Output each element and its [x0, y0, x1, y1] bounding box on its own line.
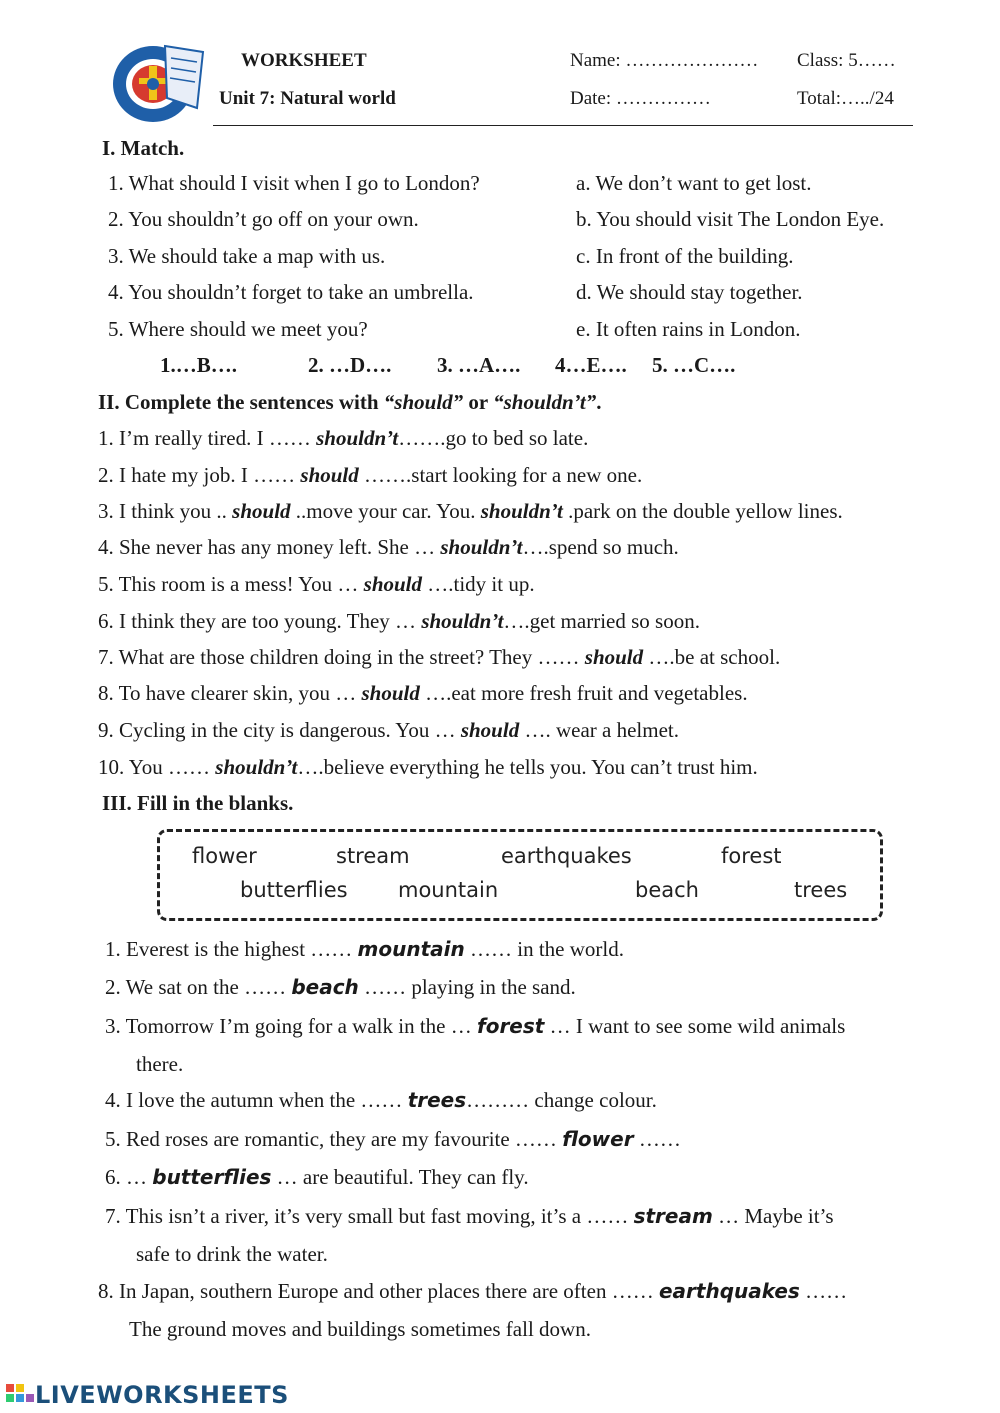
- word-bank-item: forest: [721, 844, 782, 868]
- match-answer[interactable]: 3. …A….: [437, 353, 521, 377]
- match-question: 4. You shouldn’t forget to take an umbrella.: [108, 280, 474, 304]
- sentence-item: 8. To have clearer skin, you … should ….eat more fresh fruit and vegetables.: [98, 681, 748, 705]
- word-bank-item: earthquakes: [501, 844, 632, 868]
- answer-word[interactable]: flower: [562, 1127, 634, 1151]
- word-bank-item: butterflies: [240, 878, 348, 902]
- word-bank-item: mountain: [398, 878, 499, 902]
- answer-word[interactable]: beach: [291, 975, 359, 999]
- match-option: b. You should visit The London Eye.: [576, 207, 885, 231]
- blank-item: 6. … butterflies … are beautiful. They can fly.: [105, 1165, 529, 1189]
- name-field[interactable]: Name: …………………: [570, 50, 759, 71]
- answer-word[interactable]: mountain: [357, 937, 465, 961]
- sentence-item: 9. Cycling in the city is dangerous. You … should …. wear a helmet.: [98, 718, 679, 742]
- section-2-heading: II. Complete the sentences with “should” or “shouldn’t”.: [98, 390, 602, 414]
- blank-item: 1. Everest is the highest …… mountain …… in the world.: [105, 937, 624, 961]
- sentence-item: 2. I hate my job. I …… should …….start looking for a new one.: [98, 463, 643, 487]
- match-option: a. We don’t want to get lost.: [576, 171, 812, 195]
- answer-word[interactable]: should: [361, 681, 420, 705]
- match-answer[interactable]: 2. …D….: [308, 353, 392, 377]
- school-emblem-icon: [107, 38, 207, 126]
- answer-word[interactable]: should: [232, 499, 291, 523]
- blank-item-continuation: safe to drink the water.: [136, 1242, 328, 1266]
- liveworksheets-logo-icon: [5, 1382, 35, 1408]
- match-answer[interactable]: 1.…B….: [160, 353, 238, 377]
- answer-word[interactable]: should: [363, 572, 423, 596]
- answer-word[interactable]: shouldn’t: [421, 609, 504, 633]
- blank-item: 5. Red roses are romantic, they are my favourite …… flower ……: [105, 1127, 681, 1151]
- word-bank-item: trees: [794, 878, 848, 902]
- answer-word[interactable]: should: [300, 463, 359, 487]
- blank-item: 4. I love the autumn when the …… trees……… change colour.: [105, 1088, 657, 1112]
- answer-word[interactable]: shouldn’t: [440, 535, 523, 559]
- blank-item-continuation: there.: [136, 1052, 184, 1076]
- blank-item: 3. Tomorrow I’m going for a walk in the … forest … I want to see some wild animals: [105, 1014, 846, 1038]
- match-option: d. We should stay together.: [576, 280, 803, 304]
- word-bank-item: stream: [336, 844, 410, 868]
- answer-word[interactable]: shouldn’t: [215, 755, 298, 779]
- blank-item-continuation: The ground moves and buildings sometimes fall down.: [129, 1317, 591, 1341]
- section-3-heading: III. Fill in the blanks.: [102, 791, 294, 815]
- answer-word[interactable]: shouldn’t: [480, 499, 563, 523]
- date-field[interactable]: Date: ……………: [570, 88, 711, 109]
- word-bank-item: beach: [635, 878, 699, 902]
- header-divider: [213, 125, 913, 126]
- sentence-item: 1. I’m really tired. I …… shouldn’t…….go to bed so late.: [98, 426, 589, 450]
- answer-word[interactable]: trees: [407, 1088, 467, 1112]
- liveworksheets-brand: [5, 1380, 289, 1410]
- answer-word[interactable]: earthquakes: [658, 1279, 800, 1303]
- match-option: c. In front of the building.: [576, 244, 794, 268]
- match-question: 3. We should take a map with us.: [108, 244, 386, 268]
- worksheet-title: WORKSHEET: [241, 50, 367, 71]
- brand-name: LIVEWORKSHEETS: [35, 1381, 289, 1409]
- word-bank-item: flower: [192, 844, 257, 868]
- answer-word[interactable]: stream: [633, 1204, 713, 1228]
- match-option: e. It often rains in London.: [576, 317, 801, 341]
- answer-word[interactable]: shouldn’t: [316, 426, 399, 450]
- section-1-heading: I. Match.: [102, 136, 185, 160]
- answer-word[interactable]: should: [460, 718, 520, 742]
- blank-item: 8. In Japan, southern Europe and other places there are often …… earthquakes ……: [98, 1279, 848, 1303]
- sentence-item: 7. What are those children doing in the street? They …… should ….be at school.: [98, 645, 781, 669]
- match-answer[interactable]: 4…E….: [555, 353, 627, 377]
- blank-item: 2. We sat on the …… beach …… playing in the sand.: [105, 975, 576, 999]
- unit-title: Unit 7: Natural world: [219, 88, 396, 109]
- total-field: Total:…../24: [797, 88, 894, 109]
- match-question: 5. Where should we meet you?: [108, 317, 368, 341]
- blank-item: 7. This isn’t a river, it’s very small but fast moving, it’s a …… stream … Maybe it’s: [105, 1204, 834, 1228]
- match-question: 2. You shouldn’t go off on your own.: [108, 207, 419, 231]
- match-answer[interactable]: 5. …C….: [652, 353, 736, 377]
- answer-word[interactable]: forest: [477, 1014, 545, 1038]
- sentence-item: 6. I think they are too young. They … shouldn’t….get married so soon.: [98, 609, 700, 633]
- class-field[interactable]: Class: 5……: [797, 50, 896, 71]
- sentence-item: 10. You …… shouldn’t….believe everything he tells you. You can’t trust him.: [98, 755, 758, 779]
- sentence-item: 5. This room is a mess! You … should ….tidy it up.: [98, 572, 535, 596]
- match-question: 1. What should I visit when I go to London?: [108, 171, 480, 195]
- word-bank-box: [157, 829, 883, 921]
- sentence-item: 3. I think you .. should ..move your car. You. shouldn’t .park on the double yellow lines.: [98, 499, 843, 523]
- sentence-item: 4. She never has any money left. She … shouldn’t….spend so much.: [98, 535, 679, 559]
- answer-word[interactable]: should: [584, 645, 644, 669]
- answer-word[interactable]: butterflies: [152, 1165, 272, 1189]
